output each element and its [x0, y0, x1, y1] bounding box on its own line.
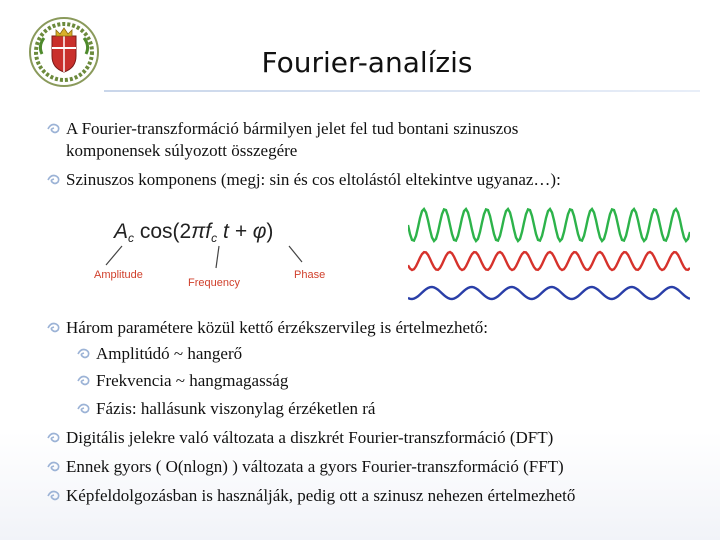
bullet-image-processing [46, 485, 575, 506]
bullet-swirl-icon [46, 172, 64, 186]
sub-bullet-frequency [76, 370, 288, 391]
bullet-text: Ennek gyors ( O(nlogn) ) változata a gyors Fourier-transzformáció (FFT) [66, 457, 564, 476]
bullet-dft [46, 427, 553, 448]
bullet-sinusoid [46, 169, 561, 190]
bullet-swirl-icon [46, 459, 64, 473]
page-title: Fourier-analízis [261, 46, 473, 79]
bullet-text: Képfeldolgozásban is használják, pedig ott a szinusz nehezen értelmezhető [66, 486, 576, 505]
title-divider [104, 90, 700, 92]
phase-label: Phase [294, 269, 326, 281]
sinusoid-formula-diagram [84, 210, 334, 295]
amplitude-label: Amplitude [94, 269, 143, 281]
bullet-text: Digitális jelekre való változata a diszkrét Fourier-transzformáció (DFT) [66, 428, 554, 447]
sine-waves-image [408, 203, 690, 311]
sub-bullet-phase [76, 398, 375, 419]
bullet-fourier-transform [46, 118, 518, 139]
sub-bullet-text: Amplitúdó ~ hangerő [96, 344, 243, 363]
sub-bullet-text: Fázis: hallásunk viszonylag érzéketlen rá [96, 399, 376, 418]
bullet-text: Három paramétere közül kettő érzékszervileg is értelmezhető: [66, 318, 488, 337]
bullet-continuation: komponensek súlyozott összegére [66, 141, 298, 160]
bullet-swirl-icon [46, 320, 64, 334]
bullet-swirl-icon [76, 346, 94, 360]
sub-bullet-text: Frekvencia ~ hangmagasság [96, 371, 289, 390]
bullet-swirl-icon [46, 430, 64, 444]
bullet-swirl-icon [46, 121, 64, 135]
bullet-swirl-icon [76, 401, 94, 415]
bullet-fft [46, 456, 564, 477]
frequency-label: Frequency [188, 277, 240, 289]
bullet-swirl-icon [76, 373, 94, 387]
bullet-text: Szinuszos komponens (megj: sin és cos eltolástól eltekintve ugyanaz…): [66, 170, 561, 189]
bullet-parameters [46, 317, 488, 338]
formula-text: Ac cos(2πfc t + φ) [114, 220, 274, 245]
bullet-text: A Fourier-transzformáció bármilyen jelet fel tud bontani szinuszos [66, 119, 519, 138]
sub-bullet-amplitude [76, 343, 242, 364]
bullet-swirl-icon [46, 488, 64, 502]
